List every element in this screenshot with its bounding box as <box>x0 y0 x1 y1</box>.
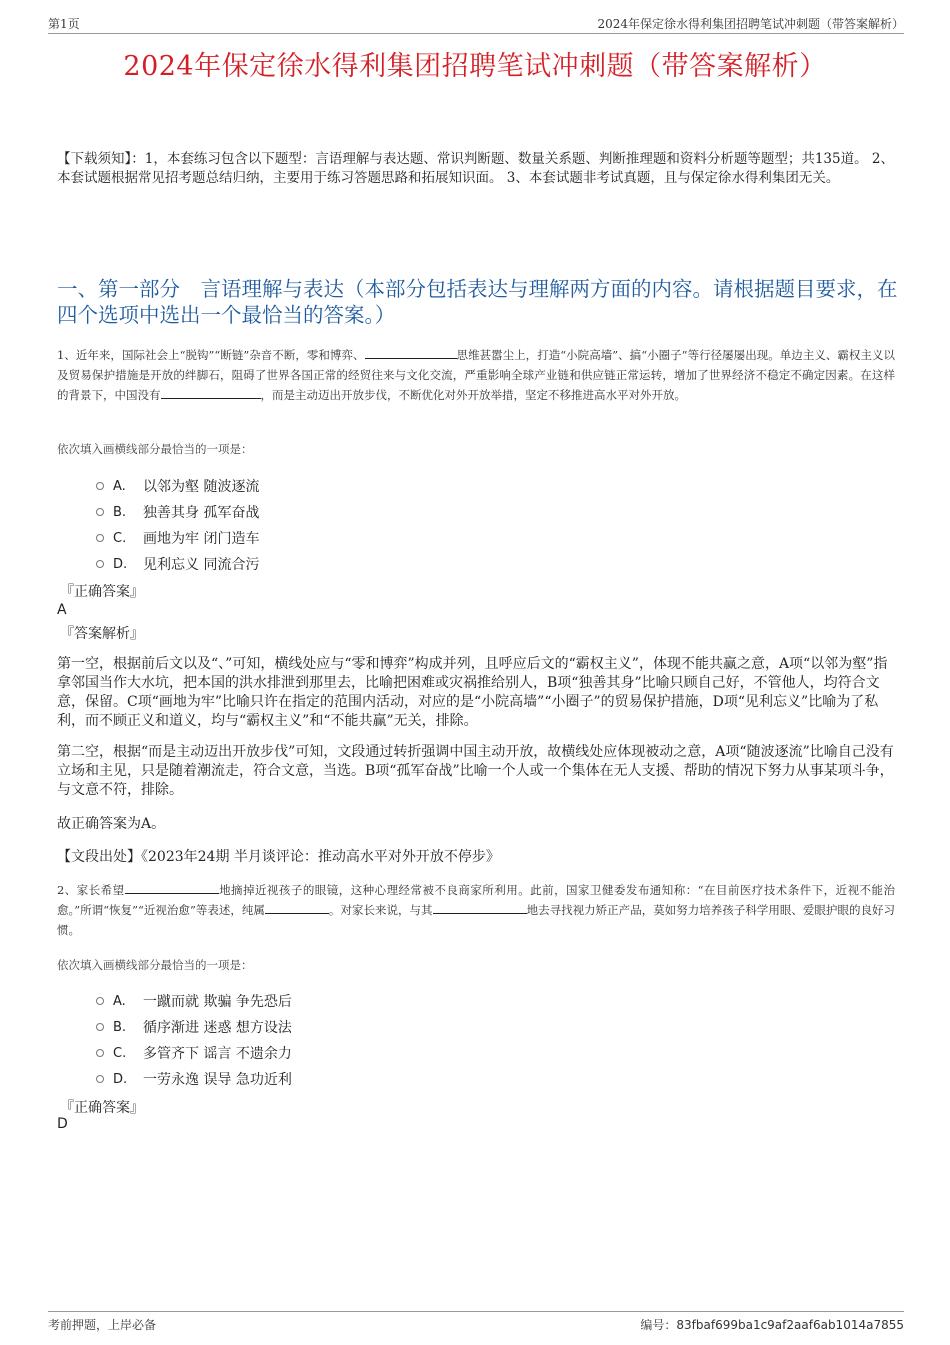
q2-blank-1 <box>125 881 219 894</box>
q2-blank-2 <box>265 901 329 914</box>
q1-blank-2 <box>161 386 261 399</box>
q1-text-part3: ，而是主动迈出开放步伐，不断优化对外开放举措，坚定不移推进高水平对外开放。 <box>260 388 686 402</box>
radio-icon[interactable] <box>96 482 104 490</box>
q2-text-part4: 地去寻找视力矫正产品，莫如努力培养孩子科学用眼、爱眼护眼的良好习惯。 <box>57 903 895 937</box>
q1-text-part2: 思维甚嚣尘上，打造“小院高墙”、搞“小圈子”等行径屡屡出现。单边主义、霸权主义以及贸易保护措施是开放的绊脚石，阻碍了世界各国正常的经贸往来与文化交流，严重影响全球产业链和供应链正常运转，增加了世界经济不稳定不确定因素。在这样的背景下，中国没有 <box>57 348 895 402</box>
q1-answer-label: 『正确答案』 <box>60 584 144 600</box>
radio-icon[interactable] <box>96 1023 104 1031</box>
q1-option-b[interactable]: B. 独善其身 孤军奋战 <box>96 499 259 525</box>
q2-answer-label: 『正确答案』 <box>60 1100 144 1116</box>
q1-source: 【文段出处】《2023年24期 半月谈评论：推动高水平对外开放不停步》 <box>57 849 500 865</box>
q2-text-part2: 地摘掉近视孩子的眼镜，这种心理经常被不良商家所利用。此前，国家卫健委发布通知称：“在目前医疗技术条件下，近视不能治愈。”所谓“恢复”“近视治愈”等表述，纯属 <box>57 883 895 917</box>
q1-option-d[interactable]: D. 见利忘义 同流合污 <box>96 551 259 577</box>
document-title: 2024年保定徐水得利集团招聘笔试冲刺题（带答案解析） <box>123 51 827 82</box>
radio-icon[interactable] <box>96 560 104 568</box>
radio-icon[interactable] <box>96 508 104 516</box>
question-2-stem <box>57 880 895 940</box>
radio-icon[interactable] <box>96 534 104 542</box>
question-1-stem <box>57 345 895 405</box>
page-number: 第1页 <box>48 17 80 31</box>
page-header <box>48 13 904 34</box>
q2-options <box>96 988 292 1092</box>
q1-answer: A <box>57 602 67 618</box>
header-doc-title: 2024年保定徐水得利集团招聘笔试冲刺题（带答案解析） <box>597 17 904 31</box>
radio-icon[interactable] <box>96 997 104 1005</box>
q2-text-part3: 。对家长来说，与其 <box>328 903 433 917</box>
q1-option-c[interactable]: C. 画地为牢 闭门造车 <box>96 525 259 551</box>
q2-blank-3 <box>433 901 527 914</box>
footer-code: 编号：83fbaf699ba1c9af2aaf6ab1014a7855 <box>640 1318 904 1332</box>
download-notice: 【下载须知】：1，本套练习包含以下题型：言语理解与表达题、常识判断题、数量关系题、判断推理题和资料分析题等题型；共135道。 2、本套试题根据常见招考题总结归纳，主要用于练习答题思路和拓展知识面。 3、本套试题非考试真题，且与保定徐水得利集团无关。 <box>57 151 894 186</box>
q2-option-b[interactable]: B. 循序渐进 迷惑 想方设法 <box>96 1014 292 1040</box>
q2-option-d[interactable]: D. 一劳永逸 误导 急功近利 <box>96 1066 292 1092</box>
q2-prompt: 依次填入画横线部分最恰当的一项是： <box>57 958 253 972</box>
q2-answer: D <box>57 1116 68 1132</box>
radio-icon[interactable] <box>96 1075 104 1083</box>
q2-text-part1: 2、家长希望 <box>57 883 125 897</box>
footer-slogan: 考前押题，上岸必备 <box>48 1318 157 1332</box>
section-heading: 一、第一部分 言语理解与表达（本部分包括表达与理解两方面的内容。请根据题目要求，在四个选项中选出一个最恰当的答案。） <box>57 277 898 327</box>
q2-option-a[interactable]: A. 一蹴而就 欺骗 争先恐后 <box>96 988 292 1014</box>
q1-blank-1 <box>365 346 457 359</box>
q1-analysis-paragraph-2: 第二空，根据“而是主动迈出开放步伐”可知，文段通过转折强调中国主动开放，故横线处应体现被动之意，A项“随波逐流”比喻自己没有立场和主见，只是随着潮流走，符合文意，当选。B项“孤军奋战”比喻一个人或一个集体在无人支援、帮助的情况下努力从事某项斗争，与文意不符，排除。 <box>57 744 894 798</box>
q1-text-part1: 1、近年来，国际社会上“脱钩”“断链”杂音不断，零和博弈、 <box>57 348 365 362</box>
q1-options <box>96 473 259 577</box>
q1-prompt: 依次填入画横线部分最恰当的一项是： <box>57 442 253 456</box>
radio-icon[interactable] <box>96 1049 104 1057</box>
q2-option-c[interactable]: C. 多管齐下 谣言 不遗余力 <box>96 1040 292 1066</box>
q1-conclusion: 故正确答案为A。 <box>57 816 166 832</box>
q1-option-a[interactable]: A. 以邻为壑 随波逐流 <box>96 473 259 499</box>
q1-analysis-label: 『答案解析』 <box>60 626 144 642</box>
page-footer <box>48 1311 904 1334</box>
q1-analysis-paragraph-1: 第一空，根据前后文以及“、”可知，横线处应与“零和博弈”构成并列，且呼应后文的“霸权主义”，体现不能共赢之意，A项“以邻为壑”指拿邻国当作大水坑，把本国的洪水排泄到那里去，比喻把困难或灾祸推给别人，B项“独善其身”比喻只顾自己好，不管他人，均符合文意，保留。C项“画地为牢”比喻只许在指定的范围内活动，对应的是“小院高墙”“小圈子”的贸易保护措施，D项“见利忘义”比喻为了私利，而不顾正义和道义，均与“霸权主义”和“不能共赢”无关，排除。 <box>57 656 888 729</box>
